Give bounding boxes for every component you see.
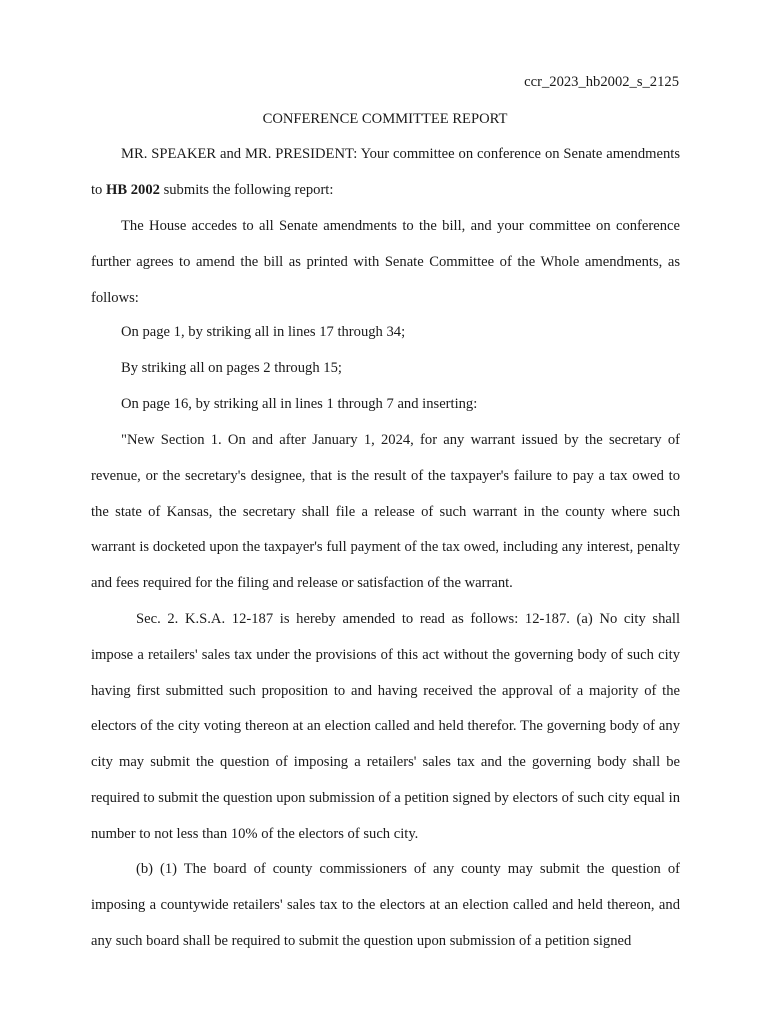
- intro-text-2: submits the following report:: [159, 181, 334, 198]
- amendment-line-2: By striking all on pages 2 through 15;: [121, 360, 342, 376]
- section-2b-paragraph: (b) (1) The board of county commissioners of any county may submit the question of imposing a countywide retailers' sales tax to the electors at an election called and held thereon, and any such board shall be required to submit the question upon submission of a petition signed: [91, 861, 680, 949]
- amendment-line-3: On page 16, by striking all in lines 1 through 7 and inserting:: [121, 396, 478, 412]
- section-2-paragraph: Sec. 2. K.S.A. 12-187 is hereby amended to read as follows: 12-187. (a) No city shall impose a retailers' sales tax under the provisions of this act without the governing body of such city having first submitted such proposition to and having received the approval of a majority of the electors of the city voting thereon at an election called and held therefor. The governing body of any city may submit the question of imposing a retailers' sales tax and the governing body shall be required to submit the question upon submission of a petition signed by electors of such city equal in number to not less than 10% of the electors of such city.: [91, 611, 680, 842]
- accede-paragraph: The House accedes to all Senate amendments to the bill, and your committee on conference further agrees to amend the bill as printed with Senate Committee of the Whole amendments, as follows:: [91, 218, 680, 306]
- new-section-1-paragraph: "New Section 1. On and after January 1, 2024, for any warrant issued by the secretary of revenue, or the secretary's designee, that is the result of the taxpayer's failure to pay a tax owed to the state of Kansas, the secretary shall file a release of such warrant in the county where such warrant is docketed upon the taxpayer's full payment of the tax owed, including any interest, penalty and fees required for the filing and release or satisfaction of the warrant.: [91, 432, 680, 592]
- amendment-line-1: On page 1, by striking all in lines 17 through 34;: [121, 324, 406, 340]
- bill-number: HB 2002: [106, 181, 160, 198]
- document-id: ccr_2023_hb2002_s_2125: [524, 74, 679, 90]
- report-title: CONFERENCE COMMITTEE REPORT: [262, 111, 508, 127]
- intro-text-1: MR. SPEAKER and MR. PRESIDENT: Your committee on conference on Senate amendments to: [91, 146, 680, 198]
- intro-paragraph: [91, 137, 680, 209]
